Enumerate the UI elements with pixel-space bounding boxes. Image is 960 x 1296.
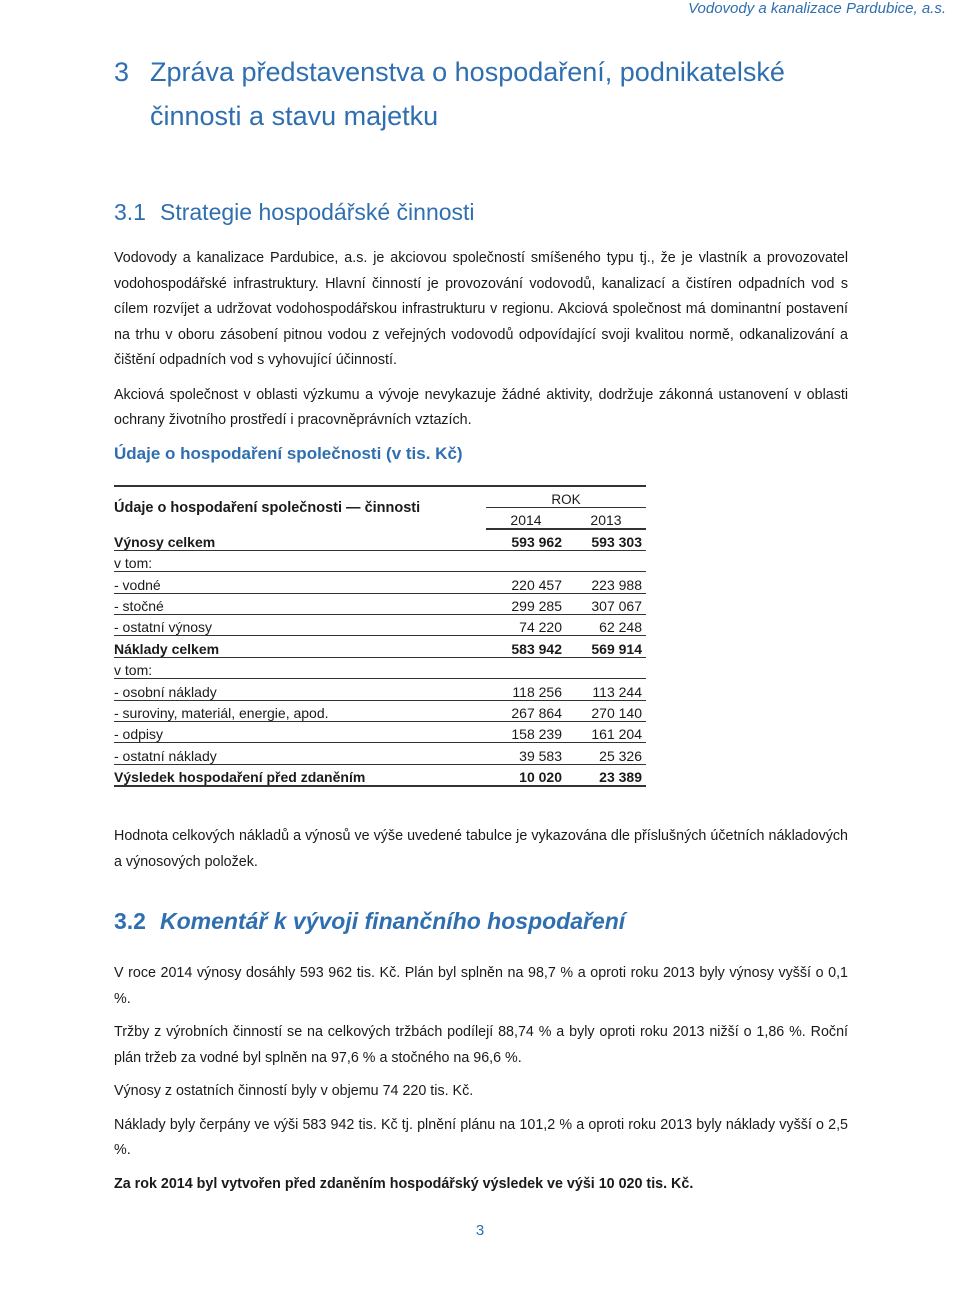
- table-cell-2013: [566, 550, 646, 571]
- page-number: 3: [475, 1222, 485, 1239]
- table-cell-2013: 161 204: [566, 722, 646, 743]
- table-cell-label: - stočné: [114, 593, 486, 614]
- table-header-year-2013: 2013: [566, 507, 646, 529]
- table-cell-2014: 39 583: [486, 743, 566, 764]
- table-row: [114, 615, 646, 636]
- section-heading-3-1: [114, 199, 848, 226]
- section-number: 3.2: [114, 908, 146, 935]
- paragraph-result: Za rok 2014 byl vytvořen před zdaněním hospodářský výsledek ve výši 10 020 tis. Kč.: [114, 1175, 694, 1192]
- table-row: [114, 764, 646, 786]
- table-cell-2013: 593 303: [566, 529, 646, 551]
- table-cell-2013: [566, 657, 646, 678]
- table-cell-2013: 62 248: [566, 615, 646, 636]
- table-cell-2014: 118 256: [486, 679, 566, 700]
- table-cell-label: - ostatní náklady: [114, 743, 486, 764]
- table-cell-label: Výnosy celkem: [114, 529, 486, 551]
- table-subheading: Údaje o hospodaření společnosti (v tis. Kč): [114, 443, 463, 463]
- table-row: [114, 636, 646, 657]
- table-cell-label: - suroviny, materiál, energie, apod.: [114, 700, 486, 721]
- paragraph-research: Akciová společnost v oblasti výzkumu a vývoje nevykazuje žádné aktivity, dodržuje zákonná ustanovení v oblasti ochrany životního prostředí i pracovněprávních vztazích.: [114, 386, 848, 428]
- paragraph-table-note: Hodnota celkových nákladů a výnosů ve výše uvedené tabulce je vykazována dle příslušných účetních nákladových a výnosových položek.: [114, 828, 848, 870]
- table-cell-label: Náklady celkem: [114, 636, 486, 657]
- table-cell-2014: 299 285: [486, 593, 566, 614]
- table-cell-label: - osobní náklady: [114, 679, 486, 700]
- section-heading-3-2: [114, 908, 848, 935]
- table-cell-label: v tom:: [114, 550, 486, 571]
- table-cell-2013: 569 914: [566, 636, 646, 657]
- financial-table: [114, 485, 646, 788]
- table-cell-2013: 223 988: [566, 572, 646, 593]
- chapter-title-line2: činnosti a stavu majetku: [150, 101, 439, 131]
- table-cell-2014: 267 864: [486, 700, 566, 721]
- table-cell-label: - odpisy: [114, 722, 486, 743]
- chapter-title-line1: Zpráva představenstva o hospodaření, podnikatelské: [150, 57, 785, 87]
- table-row: [114, 722, 646, 743]
- document-body: [114, 50, 848, 1197]
- table-cell-label: - ostatní výnosy: [114, 615, 486, 636]
- table-row: [114, 550, 646, 571]
- table-cell-2013: 270 140: [566, 700, 646, 721]
- table-cell-2014: 593 962: [486, 529, 566, 551]
- paragraph-other-revenue: Výnosy z ostatních činností byly v objemu 74 220 tis. Kč.: [114, 1083, 474, 1100]
- table-row: [114, 572, 646, 593]
- table-row: [114, 593, 646, 614]
- paragraph-strategy: Vodovody a kanalizace Pardubice, a.s. je akciovou společností smíšeného typu tj., že je vlastník a provozovatel vodohospodářské infrastruktury. Hlavní činností je provozování vodovodů, kanalizací a čistíren odpadních vod s cílem rozvíjet a udržovat vodohospodářskou infrastrukturu v regionu. Akciová společnost má dominantní postavení na trhu v oboru zásobení pitnou vodou z veřejných vodovodů odpovídající svoji kvalitou normě, odkanalizování a čištění odpadních vod s vyhovující účinností.: [114, 250, 848, 368]
- table-row: [114, 743, 646, 764]
- table-cell-label: v tom:: [114, 657, 486, 678]
- section-title: Strategie hospodářské činnosti: [160, 199, 475, 225]
- table-cell-2013: 113 244: [566, 679, 646, 700]
- paragraph-revenue: V roce 2014 výnosy dosáhly 593 962 tis. Kč. Plán byl splněn na 98,7 % a oproti roku 2013 byly výnosy vyšší o 0,1 %.: [114, 965, 848, 1007]
- table-cell-label: - vodné: [114, 572, 486, 593]
- table-header-label: Údaje o hospodaření společnosti — činnosti: [114, 486, 486, 529]
- table-row: [114, 529, 646, 551]
- table-cell-2014: 158 239: [486, 722, 566, 743]
- table-cell-2013: 307 067: [566, 593, 646, 614]
- table-row: [114, 700, 646, 721]
- chapter-number: 3: [114, 57, 130, 87]
- paragraph-costs: Náklady byly čerpány ve výši 583 942 tis. Kč tj. plnění plánu na 101,2 % a oproti roku 2013 byly náklady vyšší o 2,5 %.: [114, 1116, 848, 1159]
- table-body: [114, 529, 646, 787]
- table-cell-label: Výsledek hospodaření před zdaněním: [114, 764, 486, 786]
- table-cell-2013: 23 389: [566, 764, 646, 786]
- section-title: Komentář k vývoji finančního hospodaření: [160, 908, 626, 935]
- table-cell-2013: 25 326: [566, 743, 646, 764]
- chapter-title: [114, 50, 848, 138]
- table-row: [114, 657, 646, 678]
- table-row: [114, 679, 646, 700]
- table-cell-2014: 583 942: [486, 636, 566, 657]
- table-cell-2014: 220 457: [486, 572, 566, 593]
- table-cell-2014: [486, 657, 566, 678]
- running-header: Vodovody a kanalizace Pardubice, a.s.: [688, 0, 946, 17]
- table-cell-2014: [486, 550, 566, 571]
- table-header-year-2014: 2014: [486, 507, 566, 529]
- paragraph-sales: Tržby z výrobních činností se na celkových tržbách podílejí 88,74 % a byly oproti roku 2013 nižší o 1,86 %. Roční plán tržeb za vodné byl splněn na 97,6 % a stočného na 96,6 %.: [114, 1024, 848, 1066]
- table-header-group: ROK: [486, 486, 646, 508]
- table-cell-2014: 74 220: [486, 615, 566, 636]
- section-number: 3.1: [114, 199, 146, 225]
- table-cell-2014: 10 020: [486, 764, 566, 786]
